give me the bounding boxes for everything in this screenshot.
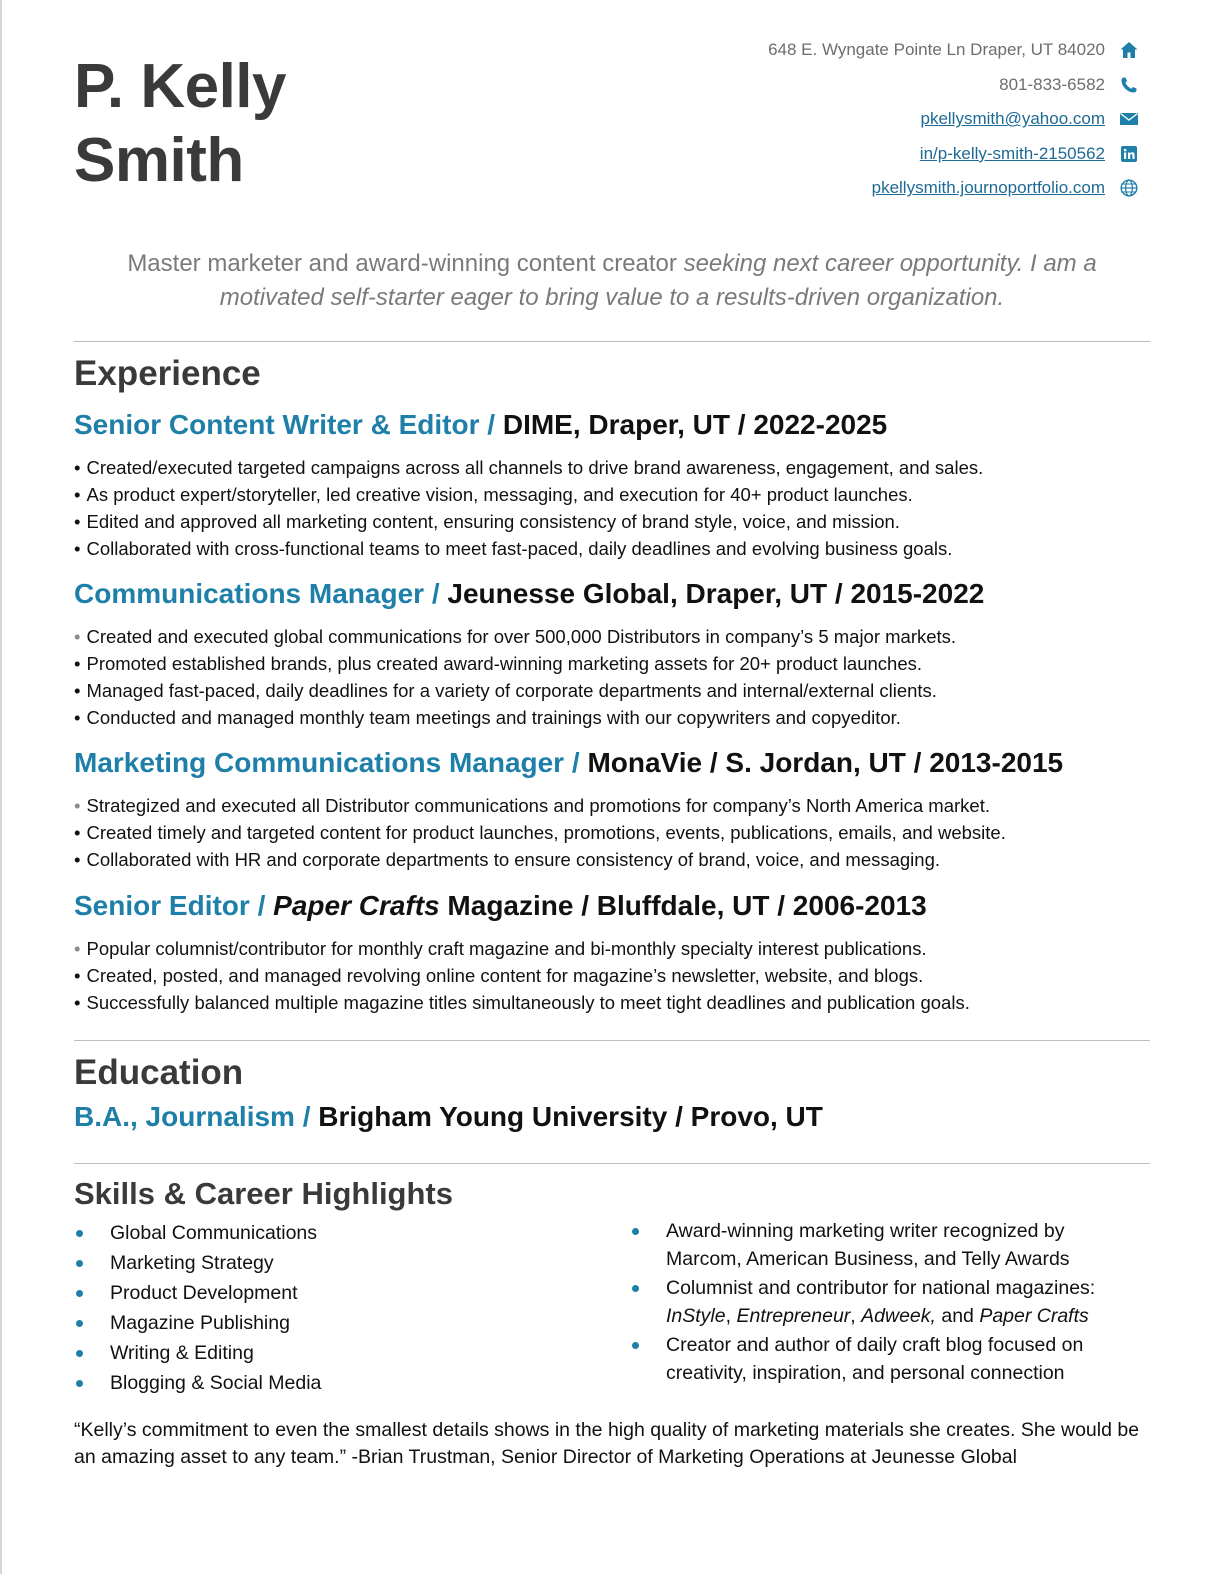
experience-heading: Experience	[74, 354, 261, 393]
list-item: • Edited and approved all marketing content, ensuring consistency of brand style, voice, and mission.	[74, 511, 900, 532]
contact-email-link[interactable]: pkellysmith@yahoo.com	[920, 109, 1105, 129]
list-item: • Promoted established brands, plus created award-winning marketing assets for 20+ product launches.	[74, 653, 923, 674]
job-2-role: Communications Manager	[74, 578, 425, 609]
job-4-heading: Senior Editor / Paper Crafts Magazine / Bluffdale, UT / 2006-2013	[74, 890, 927, 921]
list-item: Columnist and contributor for national magazines: InStyle, Entrepreneur, Adweek, and Paper Crafts	[630, 1275, 1130, 1330]
candidate-name	[74, 50, 286, 198]
list-item: • Conducted and managed monthly team meetings and trainings with our copywriters and copyeditor.	[74, 707, 901, 728]
job-4-details: Magazine / Bluffdale, UT / 2006-2013	[439, 890, 927, 921]
job-1-heading: Senior Content Writer & Editor / DIME, Draper, UT / 2022-2025	[74, 409, 888, 440]
list-item: Blogging & Social Media	[74, 1368, 321, 1398]
divider-education	[74, 1040, 1150, 1041]
bullet-dot	[76, 1290, 83, 1297]
bullet-dot	[76, 1350, 83, 1357]
contact-email-row	[539, 102, 1139, 137]
summary-plain: Master marketer and award-winning content creator	[127, 250, 684, 277]
highlights-list-right	[630, 1218, 1130, 1389]
list-item: Award-winning marketing writer recognized by Marcom, American Business, and Telly Awards	[630, 1218, 1130, 1273]
list-item: • Collaborated with HR and corporate departments to ensure consistency of brand, voice, and messaging.	[74, 849, 941, 870]
contact-linkedin-row	[539, 137, 1139, 172]
contact-phone-row	[539, 68, 1139, 103]
mail-icon	[1119, 109, 1139, 129]
list-item: • Created, posted, and managed revolving online content for magazine’s newsletter, website, and blogs.	[74, 965, 924, 986]
testimonial-quote: “Kelly’s commitment to even the smallest details shows in the high quality of marketing materials she creates. She would be an amazing asset to any team.” -Brian Trustman, Senior Director of Marketing Operations at Jeunesse Global	[74, 1419, 1140, 1468]
globe-icon	[1119, 178, 1139, 198]
bullet-dot	[76, 1320, 83, 1327]
page-edge	[0, 0, 2, 1574]
list-item: • Strategized and executed all Distributor communications and promotions for company’s North America market.	[74, 795, 990, 816]
job-4-publication: Paper Crafts	[273, 890, 440, 921]
list-item: Writing & Editing	[74, 1338, 321, 1368]
job-3-details: MonaVie / S. Jordan, UT / 2013-2015	[587, 747, 1064, 778]
divider-top	[74, 341, 1150, 342]
divider-skills	[74, 1163, 1150, 1164]
summary-italic: seeking next career opportunity. I am a motivated self-starter eager to bring value to a results-driven organization.	[219, 250, 1097, 311]
name-line-2: Smith	[74, 126, 244, 195]
list-item: • Collaborated with cross-functional teams to meet fast-paced, daily deadlines and evolving business goals.	[74, 538, 953, 559]
list-item: • Created and executed global communications for over 500,000 Distributors in company’s 5 major markets.	[74, 626, 957, 647]
name-line-1: P. Kelly	[74, 52, 287, 121]
job-3-heading: Marketing Communications Manager / MonaVie / S. Jordan, UT / 2013-2015	[74, 747, 1064, 778]
contact-block	[539, 33, 1139, 206]
list-item: Creator and author of daily craft blog focused on creativity, inspiration, and personal connection	[630, 1332, 1130, 1387]
job-2-details: Jeunesse Global, Draper, UT / 2015-2022	[447, 578, 985, 609]
list-item: Marketing Strategy	[74, 1248, 321, 1278]
bullet-dot	[76, 1230, 83, 1237]
job-4-bullets	[74, 935, 970, 1016]
contact-address-row	[539, 33, 1139, 68]
education-entry: B.A., Journalism / Brigham Young University / Provo, UT	[74, 1101, 823, 1132]
school: Brigham Young University / Provo, UT	[318, 1101, 823, 1132]
education-heading: Education	[74, 1053, 244, 1092]
list-item: • Managed fast-paced, daily deadlines for a variety of corporate departments and internal/external clients.	[74, 680, 937, 701]
bullet-dot	[632, 1342, 639, 1349]
phone-icon	[1119, 75, 1139, 95]
degree: B.A., Journalism	[74, 1101, 295, 1132]
home-icon	[1119, 40, 1139, 60]
skills-heading: Skills & Career Highlights	[74, 1176, 453, 1211]
skills-list-left	[74, 1218, 321, 1398]
contact-linkedin-link[interactable]: in/p-kelly-smith-2150562	[919, 143, 1105, 163]
list-item: • Popular columnist/contributor for monthly craft magazine and bi-monthly specialty interest publications.	[74, 938, 927, 959]
linkedin-icon	[1119, 144, 1139, 164]
bullet-dot	[76, 1380, 83, 1387]
job-4-role: Senior Editor	[74, 890, 250, 921]
list-item: • Created timely and targeted content for product launches, promotions, events, publications, emails, and website.	[74, 822, 1006, 843]
job-3-role: Marketing Communications Manager	[74, 747, 565, 778]
job-2-heading: Communications Manager / Jeunesse Global, Draper, UT / 2015-2022	[74, 578, 985, 609]
summary-statement	[74, 247, 1150, 315]
job-1-role: Senior Content Writer & Editor	[74, 409, 480, 440]
job-3-bullets	[74, 792, 1006, 873]
contact-website-row	[539, 171, 1139, 206]
bullet-dot	[632, 1285, 639, 1292]
bullet-dot	[76, 1260, 83, 1267]
list-item: • Successfully balanced multiple magazine titles simultaneously to meet tight deadlines and publication goals.	[74, 992, 970, 1013]
contact-website-link[interactable]: pkellysmith.journoportfolio.com	[871, 178, 1105, 198]
list-item: Global Communications	[74, 1218, 321, 1248]
list-item: • As product expert/storyteller, led creative vision, messaging, and execution for 40+ product launches.	[74, 484, 913, 505]
list-item: Magazine Publishing	[74, 1308, 321, 1338]
contact-address: 648 E. Wyngate Pointe Ln Draper, UT 84020	[768, 40, 1105, 60]
job-2-bullets	[74, 623, 956, 731]
list-item: Product Development	[74, 1278, 321, 1308]
bullet-dot	[632, 1228, 639, 1235]
contact-phone: 801-833-6582	[999, 74, 1105, 94]
job-1-bullets	[74, 454, 983, 562]
list-item: • Created/executed targeted campaigns across all channels to drive brand awareness, engagement, and sales.	[74, 457, 984, 478]
job-1-details: DIME, Draper, UT / 2022-2025	[502, 409, 888, 440]
